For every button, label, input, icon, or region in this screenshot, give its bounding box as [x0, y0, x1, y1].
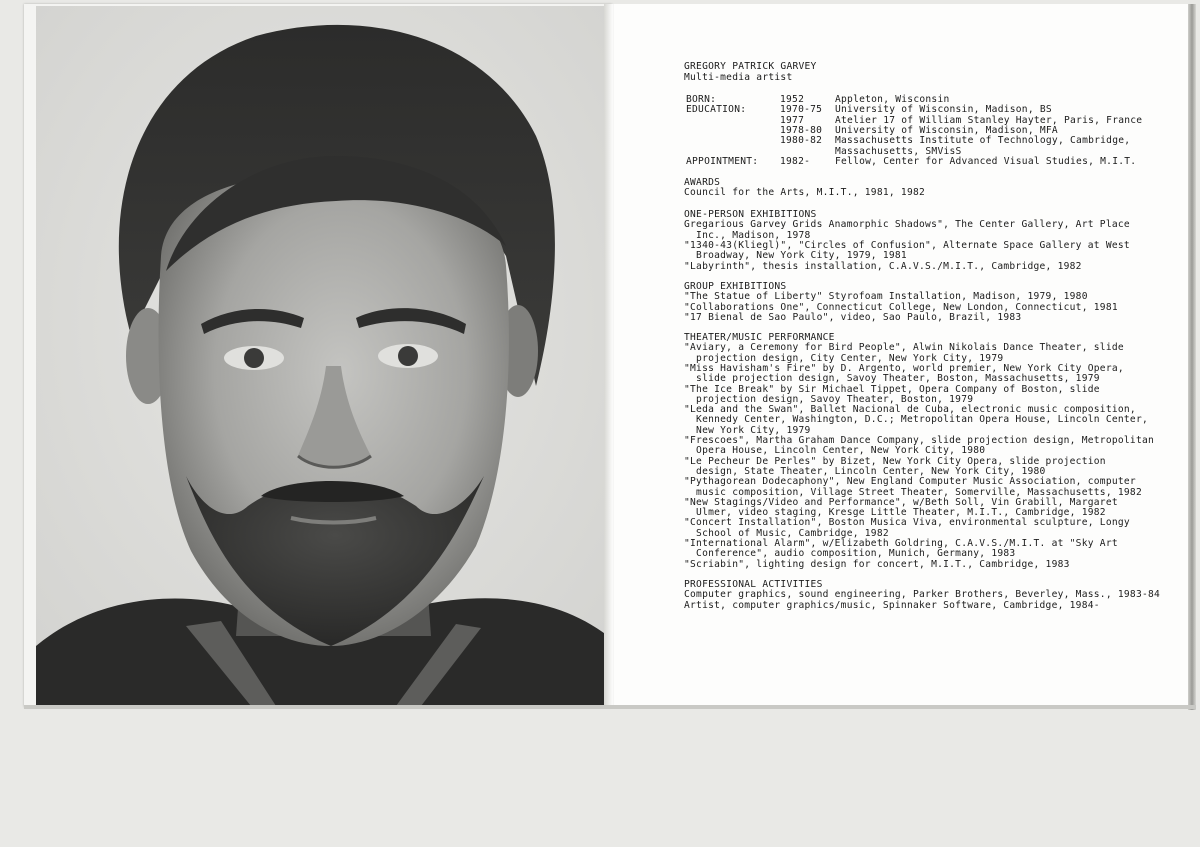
theater-line: music composition, Village Street Theater, Somerville, Massachusetts, 1982 [684, 486, 1142, 498]
theater-line: New York City, 1979 [684, 424, 811, 436]
education-years: 1970-75 [780, 104, 823, 116]
theater-line: "Aviary, a Ceremony for Bird People", Alwin Nikolais Dance Theater, slide [684, 342, 1124, 354]
appointment-text: Fellow, Center for Advanced Visual Studies, M.I.T. [835, 156, 1137, 167]
education-text: University of Wisconsin, Madison, MFA [835, 124, 1058, 136]
eye-left [244, 348, 264, 368]
education-years: 1977 [780, 114, 805, 126]
theater-line: design, State Theater, Lincoln Center, New York City, 1980 [684, 465, 1046, 477]
born-year: 1952 [780, 94, 805, 105]
theater-line: "Frescoes", Martha Graham Dance Company, slide projection design, Metropolitan [684, 435, 1155, 446]
artist-name: GREGORY PATRICK GARVEY [684, 61, 817, 72]
appointment-years: 1982- [780, 156, 811, 167]
group-line: "The Statue of Liberty" Styrofoam Installation, Madison, 1979, 1980 [684, 291, 1088, 303]
education-text: Atelier 17 of William Stanley Hayter, Paris, France [835, 114, 1143, 126]
award-line: Council for the Arts, M.I.T., 1981, 1982 [684, 187, 926, 199]
theater-line: "Concert Installation", Boston Musica Viva, environmental sculpture, Longy [684, 517, 1130, 529]
theater-line: "International Alarm", w/Elizabeth Goldring, C.A.V.S./M.I.T. at "Sky Art [684, 538, 1118, 549]
eye-right [398, 346, 418, 366]
education-years: 1980-82 [780, 135, 823, 147]
exhibition-line: Inc., Madison, 1978 [684, 229, 811, 241]
theater-line: Ulmer, video staging, Kresge Little Theater, M.I.T., Cambridge, 1982 [684, 507, 1106, 519]
exhibition-line: Broadway, New York City, 1979, 1981 [684, 250, 907, 262]
born-label: BORN: [686, 94, 717, 105]
theater-line: "Miss Havisham's Fire" by D. Argento, world premier, New York City Opera, [684, 362, 1124, 374]
exhibition-line: Gregarious Garvey Grids Anamorphic Shadows", The Center Gallery, Art Place [684, 219, 1130, 231]
section-title-group: GROUP EXHIBITIONS [684, 281, 787, 292]
professional-line: Computer graphics, sound engineering, Parker Brothers, Beverley, Mass., 1983-84 [684, 589, 1161, 601]
education-text: University of Wisconsin, Madison, BS [835, 104, 1052, 116]
theater-line: "Le Pecheur De Perles" by Bizet, New York City Opera, slide projection [684, 455, 1106, 467]
theater-line: "The Ice Break" by Sir Michael Tippet, Opera Company of Boston, slide [684, 383, 1100, 395]
theater-line: "Scriabin", lighting design for concert, M.I.T., Cambridge, 1983 [684, 558, 1070, 570]
exhibition-line: "Labyrinth", thesis installation, C.A.V.S./M.I.T., Cambridge, 1982 [684, 260, 1082, 272]
section-title-one-person: ONE-PERSON EXHIBITIONS [684, 209, 817, 220]
artist-role: Multi-media artist [684, 71, 793, 83]
theater-line: Opera House, Lincoln Center, New York City, 1980 [684, 445, 986, 457]
education-label: EDUCATION: [686, 104, 747, 116]
biography-text [684, 62, 1174, 622]
page-edge [1188, 4, 1196, 710]
section-title-awards: AWARDS [684, 177, 721, 188]
education-text: Massachusetts Institute of Technology, Cambridge, [835, 135, 1131, 147]
theater-line: projection design, City Center, New York City, 1979 [684, 352, 1004, 364]
theater-line: School of Music, Cambridge, 1982 [684, 527, 889, 539]
group-line: "17 Bienal de Sao Paulo", video, Sao Paulo, Brazil, 1983 [684, 311, 1022, 323]
theater-line: "Leda and the Swan", Ballet Nacional de Cuba, electronic music composition, [684, 404, 1136, 416]
portrait-photo [36, 6, 608, 706]
professional-line: Artist, computer graphics/music, Spinnaker Software, Cambridge, 1984- [684, 599, 1100, 611]
theater-line: "New Stagings/Video and Performance", w/Beth Soll, Vin Grabill, Margaret [684, 496, 1118, 508]
section-title-professional: PROFESSIONAL ACTIVITIES [684, 579, 823, 590]
section-title-theater: THEATER/MUSIC PERFORMANCE [684, 332, 835, 343]
education-text: Massachusetts, SMVisS [835, 145, 962, 157]
theater-line: Conference", audio composition, Munich, Germany, 1983 [684, 548, 1016, 560]
theater-line: "Pythagorean Dodecaphony", New England Computer Music Association, computer [684, 476, 1136, 488]
theater-line: slide projection design, Savoy Theater, Boston, Massachusetts, 1979 [684, 373, 1100, 385]
theater-line: projection design, Savoy Theater, Boston, 1979 [684, 393, 974, 405]
appointment-label: APPOINTMENT: [686, 156, 759, 167]
education-years: 1978-80 [780, 124, 823, 136]
exhibition-line: "1340-43(Kliegl)", "Circles of Confusion", Alternate Space Gallery at West [684, 239, 1130, 251]
born-place: Appleton, Wisconsin [835, 94, 950, 105]
page-bottom-shadow [24, 705, 1196, 709]
group-line: "Collaborations One", Connecticut College, New London, Connecticut, 1981 [684, 301, 1118, 313]
theater-line: Kennedy Center, Washington, D.C.; Metropolitan Opera House, Lincoln Center, [684, 414, 1148, 426]
